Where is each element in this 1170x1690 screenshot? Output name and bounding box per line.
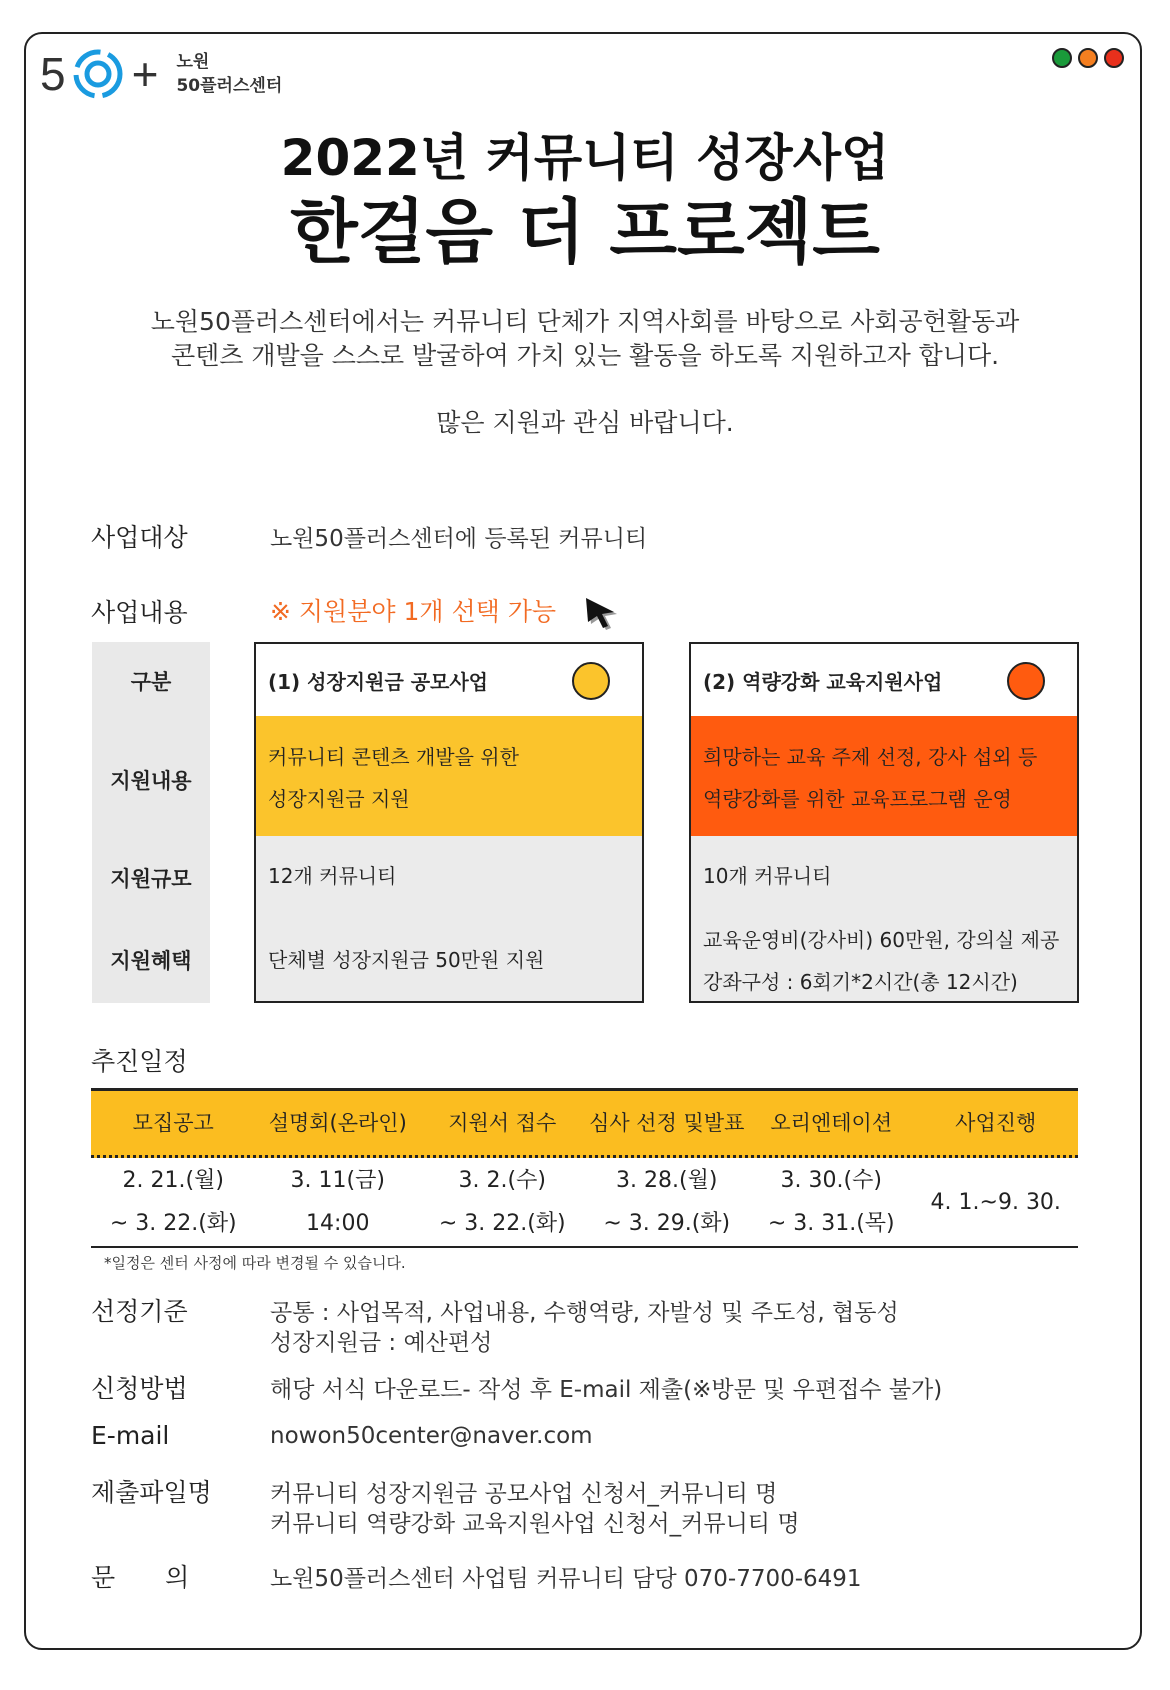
program-content-line: 역량강화를 위한 교육프로그램 운영 [703, 787, 1012, 811]
filename-label: 제출파일명 [91, 1478, 212, 1507]
schedule-header-cell [585, 1091, 750, 1155]
logo-line1: 노원 [176, 52, 210, 72]
value-text: 3. 11(금) [290, 1168, 385, 1193]
logo-line2: 50플러스센터 [176, 76, 283, 96]
schedule-label: 추진일정 [91, 1047, 188, 1076]
criteria-label: 선정기준 [91, 1297, 188, 1326]
red-dot-icon [1104, 48, 1124, 68]
schedule-value-cell [420, 1158, 585, 1246]
row-label-benefit: 지원혜택 [110, 949, 192, 973]
program-card-growth-fund[interactable] [254, 642, 644, 1003]
schedule-header-cell [91, 1091, 256, 1155]
intro-line1: 노원50플러스센터에서는 커뮤니티 단체가 지역사회를 바탕으로 사회공헌활동과 [150, 307, 1020, 336]
schedule-header-row [91, 1088, 1078, 1158]
intro-line2: 콘텐츠 개발을 스스로 발굴하여 가치 있는 활동을 하도록 지원하고자 합니다. [170, 341, 1000, 370]
filename-line2: 커뮤니티 역량강화 교육지원사업 신청서_커뮤니티 명 [270, 1511, 800, 1537]
schedule-note: *일정은 센터 사정에 따라 변경될 수 있습니다. [104, 1254, 406, 1272]
target-value: 노원50플러스센터에 등록된 커뮤니티 [270, 526, 648, 552]
email-value[interactable]: nowon50center@naver.com [270, 1423, 593, 1449]
window-dots [1052, 48, 1124, 68]
title-line1: 2022년 커뮤니티 성장사업 [280, 129, 890, 187]
value-text: 3. 30.(수) [780, 1168, 882, 1193]
title-line2: 한걸음 더 프로젝트 [290, 191, 880, 273]
logo-text [176, 50, 282, 98]
target-label: 사업대상 [91, 523, 188, 552]
filename-line1: 커뮤니티 성장지원금 공모사업 신청서_커뮤니티 명 [270, 1481, 778, 1507]
method-value: 해당 서식 다운로드- 작성 후 E-mail 제출(※방문 및 우편접수 불가) [270, 1377, 943, 1403]
value-text: 3. 2.(수) [458, 1168, 546, 1193]
value-text: ~ 3. 22.(화) [438, 1211, 566, 1236]
program-scale: 10개 커뮤니티 [703, 864, 832, 888]
method-label: 신청방법 [91, 1374, 188, 1403]
intro-line3: 많은 지원과 관심 바랍니다. [436, 408, 734, 437]
program-benefit: 교육운영비(강사비) 60만원, 강의실 제공 [703, 928, 1060, 952]
yellow-circle-icon [572, 662, 610, 700]
criteria-line1: 공통 : 사업목적, 사업내용, 수행역량, 자발성 및 주도성, 협동성 [270, 1300, 899, 1326]
orange-circle-icon [1007, 662, 1045, 700]
value-text: 14:00 [306, 1211, 370, 1236]
schedule-value-cell [256, 1158, 421, 1246]
schedule-value-row [91, 1158, 1078, 1248]
program-benefit: 강좌구성 : 6회기*2시간(총 12시간) [703, 970, 1018, 994]
schedule-value-cell [914, 1158, 1079, 1246]
program-content-line: 성장지원금 지원 [268, 787, 410, 811]
green-dot-icon [1052, 48, 1072, 68]
value-text: ~ 3. 31.(목) [767, 1211, 895, 1236]
schedule-table [91, 1088, 1078, 1248]
value-text: 3. 28.(월) [616, 1168, 718, 1193]
schedule-header-cell [420, 1091, 585, 1155]
header-text: 지원서 접수 [448, 1111, 557, 1135]
program-benefit: 단체별 성장지원금 50만원 지원 [268, 948, 545, 972]
content-label: 사업내용 [91, 598, 188, 627]
schedule-header-cell [914, 1091, 1079, 1155]
program-content-line: 희망하는 교육 주제 선정, 강사 섭외 등 [703, 745, 1038, 769]
inquiry-value: 노원50플러스센터 사업팀 커뮤니티 담당 070-7700-6491 [270, 1566, 862, 1592]
row-label-content: 지원내용 [110, 769, 192, 793]
schedule-value-cell [749, 1158, 914, 1246]
criteria-line2: 성장지원금 : 예산편성 [270, 1330, 493, 1356]
logo-plus: + [131, 48, 159, 100]
value-text: ~ 3. 29.(화) [603, 1211, 731, 1236]
content-note: ※ 지원분야 1개 선택 가능 [270, 597, 556, 626]
logo-ring-icon [72, 46, 124, 102]
schedule-header-cell [749, 1091, 914, 1155]
program-scale: 12개 커뮤니티 [268, 864, 397, 888]
schedule-value-cell [585, 1158, 750, 1246]
inquiry-label: 문 의 [91, 1563, 190, 1592]
schedule-value-cell [91, 1158, 256, 1246]
row-label-scale: 지원규모 [110, 867, 192, 891]
value-text: 2. 21.(월) [122, 1168, 224, 1193]
header-text: 발표 [703, 1111, 745, 1135]
logo-five: 5 [40, 48, 66, 100]
header-text: 설명회 [268, 1111, 330, 1135]
program-title: (2) 역량강화 교육지원사업 [703, 670, 943, 694]
value-text: 4. 1.~9. 30. [930, 1189, 1061, 1215]
schedule-header-cell [256, 1091, 421, 1155]
cursor-icon [580, 594, 620, 630]
value-text: ~ 3. 22.(화) [109, 1211, 237, 1236]
header-text: 심사 선정 및 [589, 1111, 704, 1135]
row-label-category: 구분 [130, 670, 172, 694]
logo [40, 46, 282, 102]
program-content-line: 커뮤니티 콘텐츠 개발을 위한 [268, 745, 519, 769]
header-text: (온라인) [329, 1111, 407, 1135]
orange-dot-icon [1078, 48, 1098, 68]
program-title: (1) 성장지원금 공모사업 [268, 670, 489, 694]
header-text: 오리엔테이션 [770, 1111, 893, 1135]
header-text: 모집공고 [132, 1111, 214, 1135]
email-label: E-mail [91, 1421, 170, 1450]
header-text: 사업진행 [955, 1111, 1037, 1135]
program-card-education[interactable] [689, 642, 1079, 1003]
